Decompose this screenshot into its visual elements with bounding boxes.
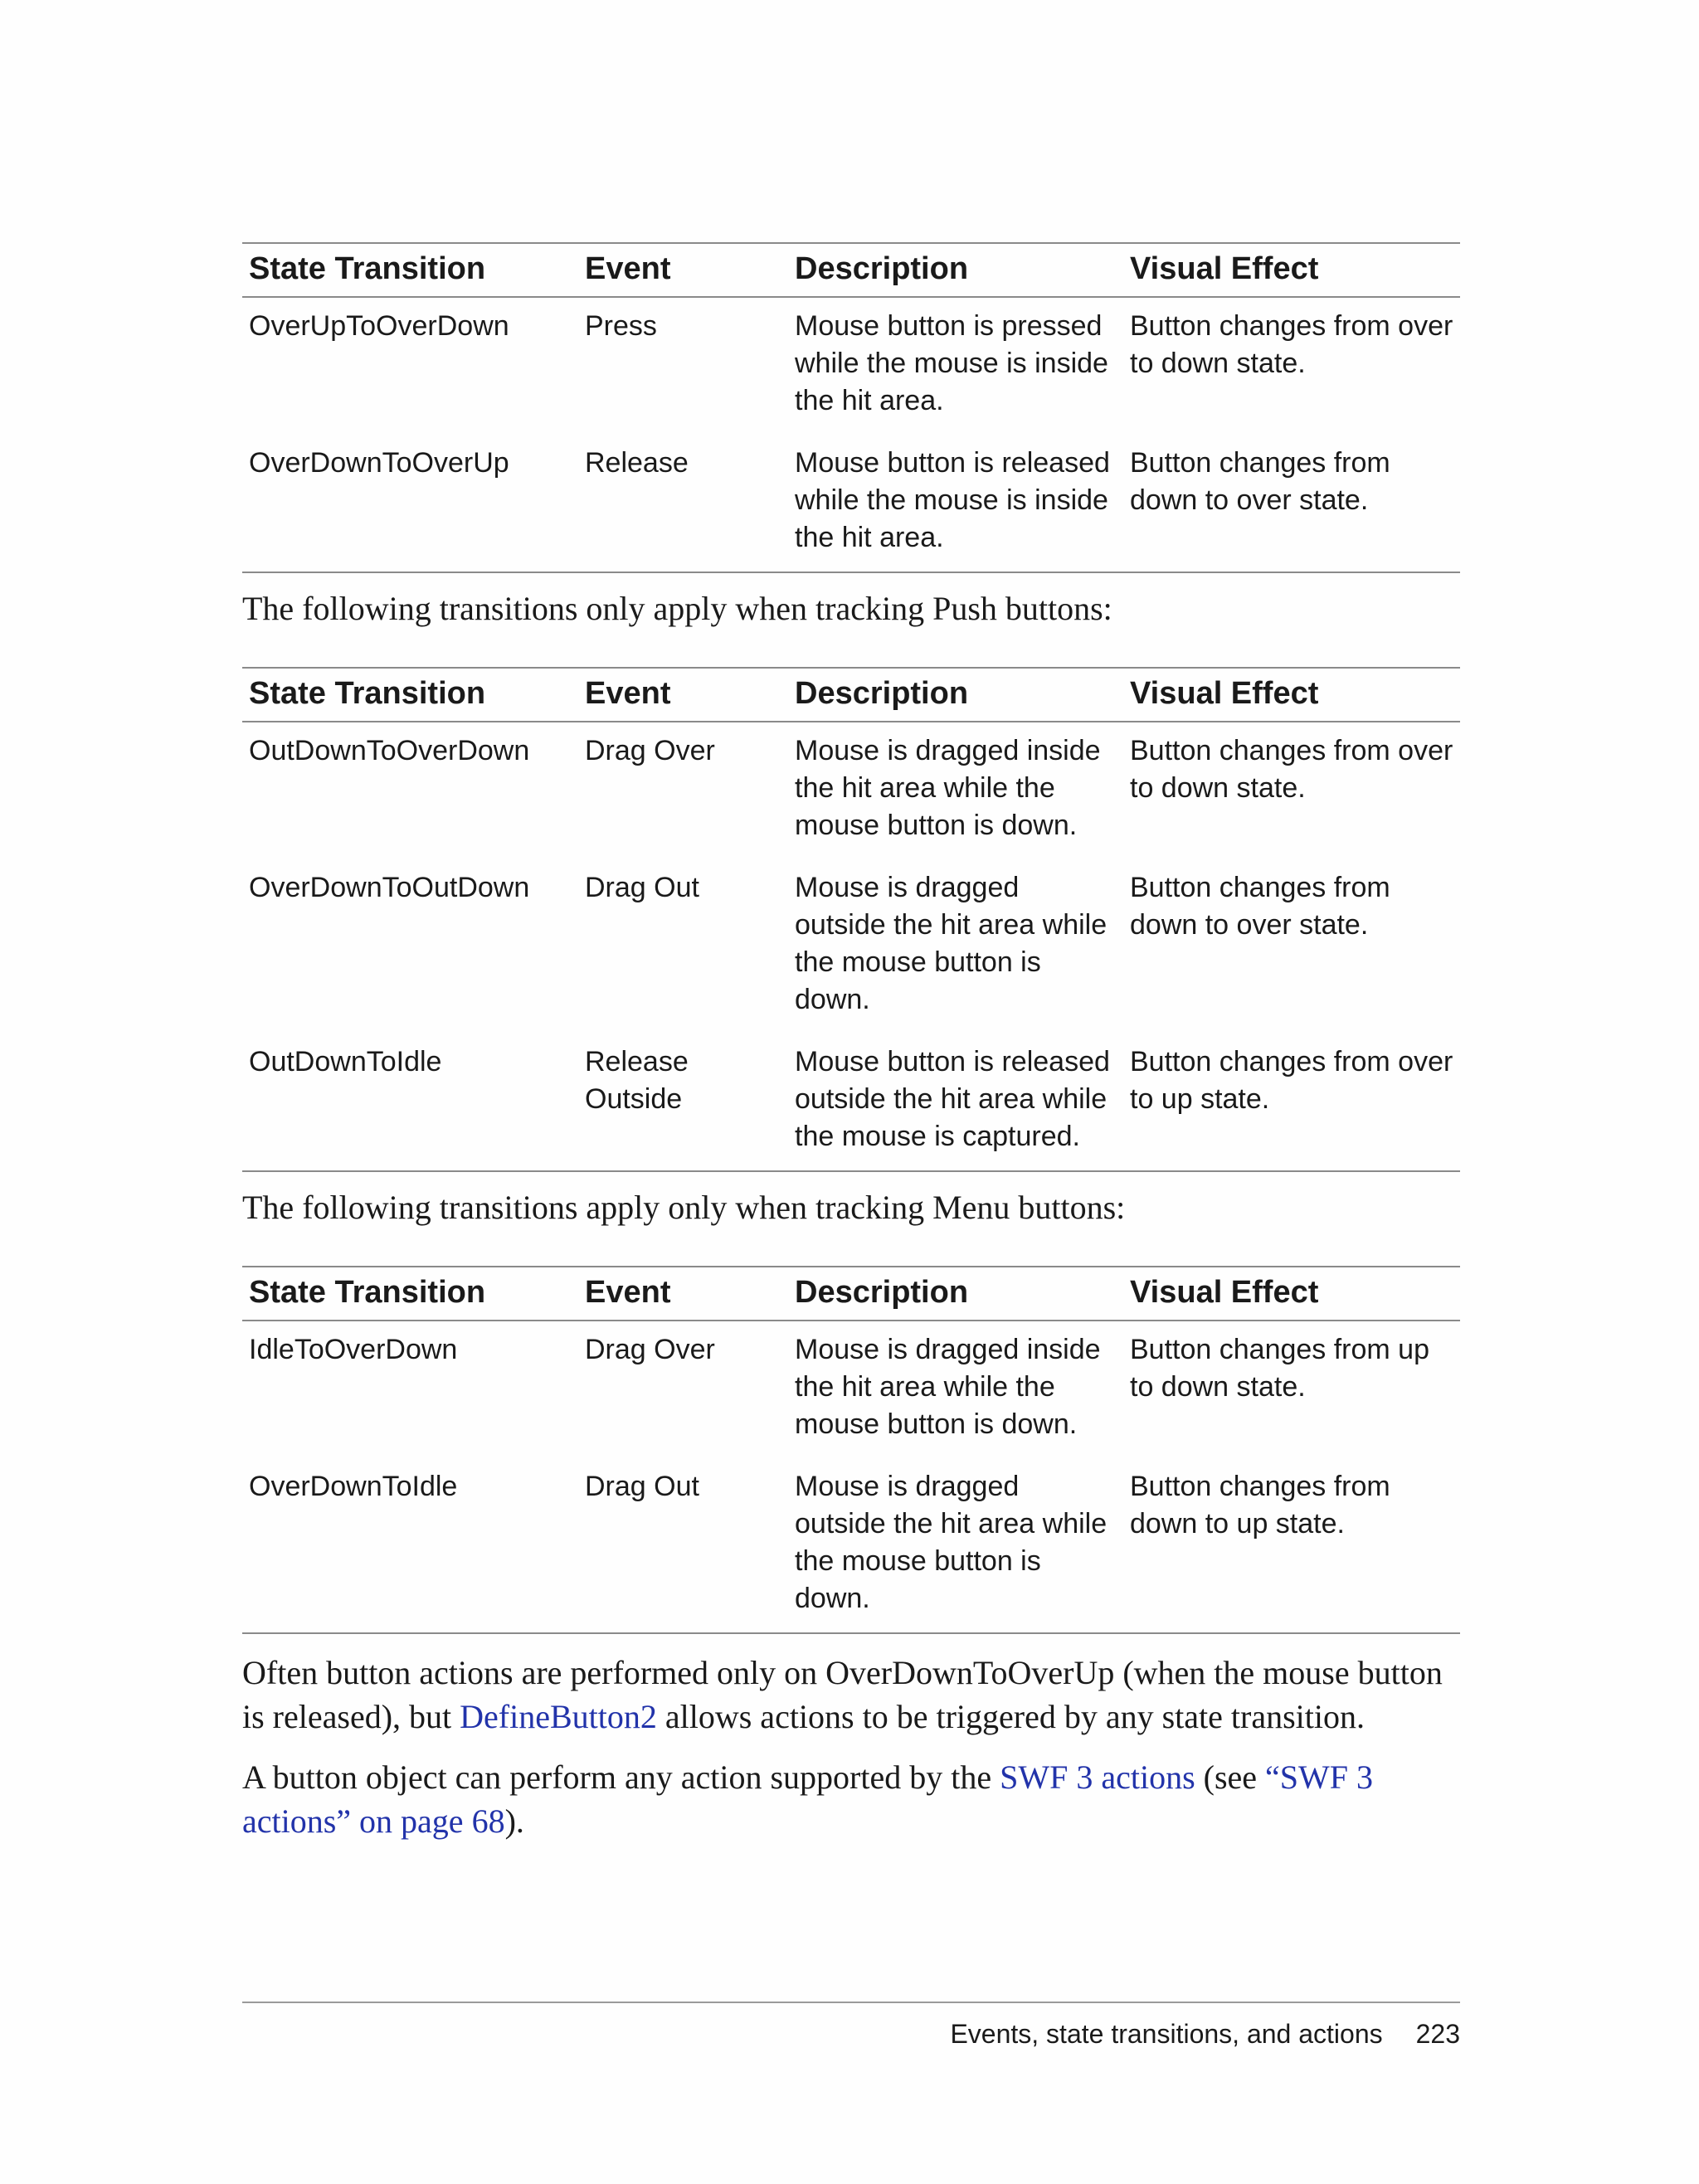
cell-event: Drag Out	[585, 1471, 699, 1502]
cell-description: Mouse is dragged outside the hit area while the mouse button is down.	[795, 1471, 1108, 1614]
header-state-transition: State Transition	[242, 243, 578, 297]
header-event: Event	[578, 243, 788, 297]
cell-state-transition: OverDownToOverUp	[249, 447, 509, 479]
header-event: Event	[578, 668, 788, 722]
table-row	[242, 1458, 1460, 1633]
transitions-table-general	[242, 242, 1460, 573]
table-header-row	[242, 668, 1460, 722]
actions-p2-text-a: A button object can perform any action supported by the	[242, 1758, 1000, 1796]
page-content	[242, 242, 1460, 1853]
header-visual-effect: Visual Effect	[1123, 668, 1460, 722]
table-row	[242, 435, 1460, 572]
cell-event: Press	[585, 310, 657, 342]
cell-event: Release Outside	[585, 1046, 689, 1115]
cell-event: Drag Out	[585, 872, 699, 903]
swf3-actions-link[interactable]: SWF 3 actions	[1000, 1758, 1195, 1796]
page-number: 223	[1415, 2019, 1460, 2049]
cell-state-transition: OutDownToOverDown	[249, 735, 530, 766]
header-state-transition: State Transition	[242, 668, 578, 722]
actions-p1-text-a: Often button actions are performed only on OverDownToOverUp (when the mouse button is released), but	[242, 1654, 1443, 1735]
cell-visual-effect: Button changes from over to down state.	[1130, 310, 1453, 379]
cell-event: Release	[585, 447, 689, 479]
actions-p2-text-c: ).	[504, 1802, 524, 1840]
header-description: Description	[788, 1267, 1123, 1321]
actions-paragraph-1	[242, 1651, 1460, 1739]
table-row	[242, 1321, 1460, 1458]
swf3-actions-page-link[interactable]: “SWF 3 actions” on page 68	[242, 1758, 1374, 1840]
cell-description: Mouse is dragged outside the hit area while the mouse button is down.	[795, 872, 1108, 1015]
cell-visual-effect: Button changes from down to over state.	[1130, 872, 1390, 941]
cell-visual-effect: Button changes from up to down state.	[1130, 1334, 1430, 1403]
transitions-table-push	[242, 667, 1460, 1172]
header-description: Description	[788, 668, 1123, 722]
actions-p2-text-b: (see	[1195, 1758, 1266, 1796]
table-header-row	[242, 243, 1460, 297]
table-row	[242, 859, 1460, 1034]
header-event: Event	[578, 1267, 788, 1321]
cell-description: Mouse button is released outside the hit area while the mouse is captured.	[795, 1046, 1110, 1152]
cell-description: Mouse button is pressed while the mouse is inside the hit area.	[795, 310, 1108, 416]
cell-event: Drag Over	[585, 1334, 715, 1365]
table-row	[242, 722, 1460, 859]
page-footer	[242, 2016, 1460, 2052]
actions-p1-text-b: allows actions to be triggered by any state transition.	[656, 1698, 1365, 1735]
definebutton2-link[interactable]: DefineButton2	[460, 1698, 657, 1735]
footer-section-title: Events, state transitions, and actions	[950, 2019, 1383, 2049]
header-visual-effect: Visual Effect	[1123, 1267, 1460, 1321]
cell-description: Mouse is dragged inside the hit area while the mouse button is down.	[795, 735, 1101, 841]
cell-visual-effect: Button changes from over to down state.	[1130, 735, 1453, 804]
cell-visual-effect: Button changes from over to up state.	[1130, 1046, 1453, 1115]
cell-state-transition: OverUpToOverDown	[249, 310, 509, 342]
cell-state-transition: OverDownToOutDown	[249, 872, 530, 903]
cell-state-transition: OverDownToIdle	[249, 1471, 458, 1502]
transitions-table-menu	[242, 1266, 1460, 1634]
cell-description: Mouse is dragged inside the hit area while the mouse button is down.	[795, 1334, 1101, 1440]
push-buttons-intro: The following transitions only apply when tracking Push buttons:	[242, 590, 1112, 627]
actions-paragraph-2	[242, 1755, 1460, 1843]
menu-buttons-intro: The following transitions apply only when tracking Menu buttons:	[242, 1189, 1126, 1226]
header-description: Description	[788, 243, 1123, 297]
cell-state-transition: OutDownToIdle	[249, 1046, 442, 1077]
table-header-row	[242, 1267, 1460, 1321]
header-state-transition: State Transition	[242, 1267, 578, 1321]
table-row	[242, 297, 1460, 435]
cell-event: Drag Over	[585, 735, 715, 766]
footer-divider	[242, 2002, 1460, 2003]
cell-visual-effect: Button changes from down to up state.	[1130, 1471, 1390, 1540]
table-row	[242, 1034, 1460, 1171]
cell-state-transition: IdleToOverDown	[249, 1334, 458, 1365]
header-visual-effect: Visual Effect	[1123, 243, 1460, 297]
cell-visual-effect: Button changes from down to over state.	[1130, 447, 1390, 516]
cell-description: Mouse button is released while the mouse is inside the hit area.	[795, 447, 1110, 553]
